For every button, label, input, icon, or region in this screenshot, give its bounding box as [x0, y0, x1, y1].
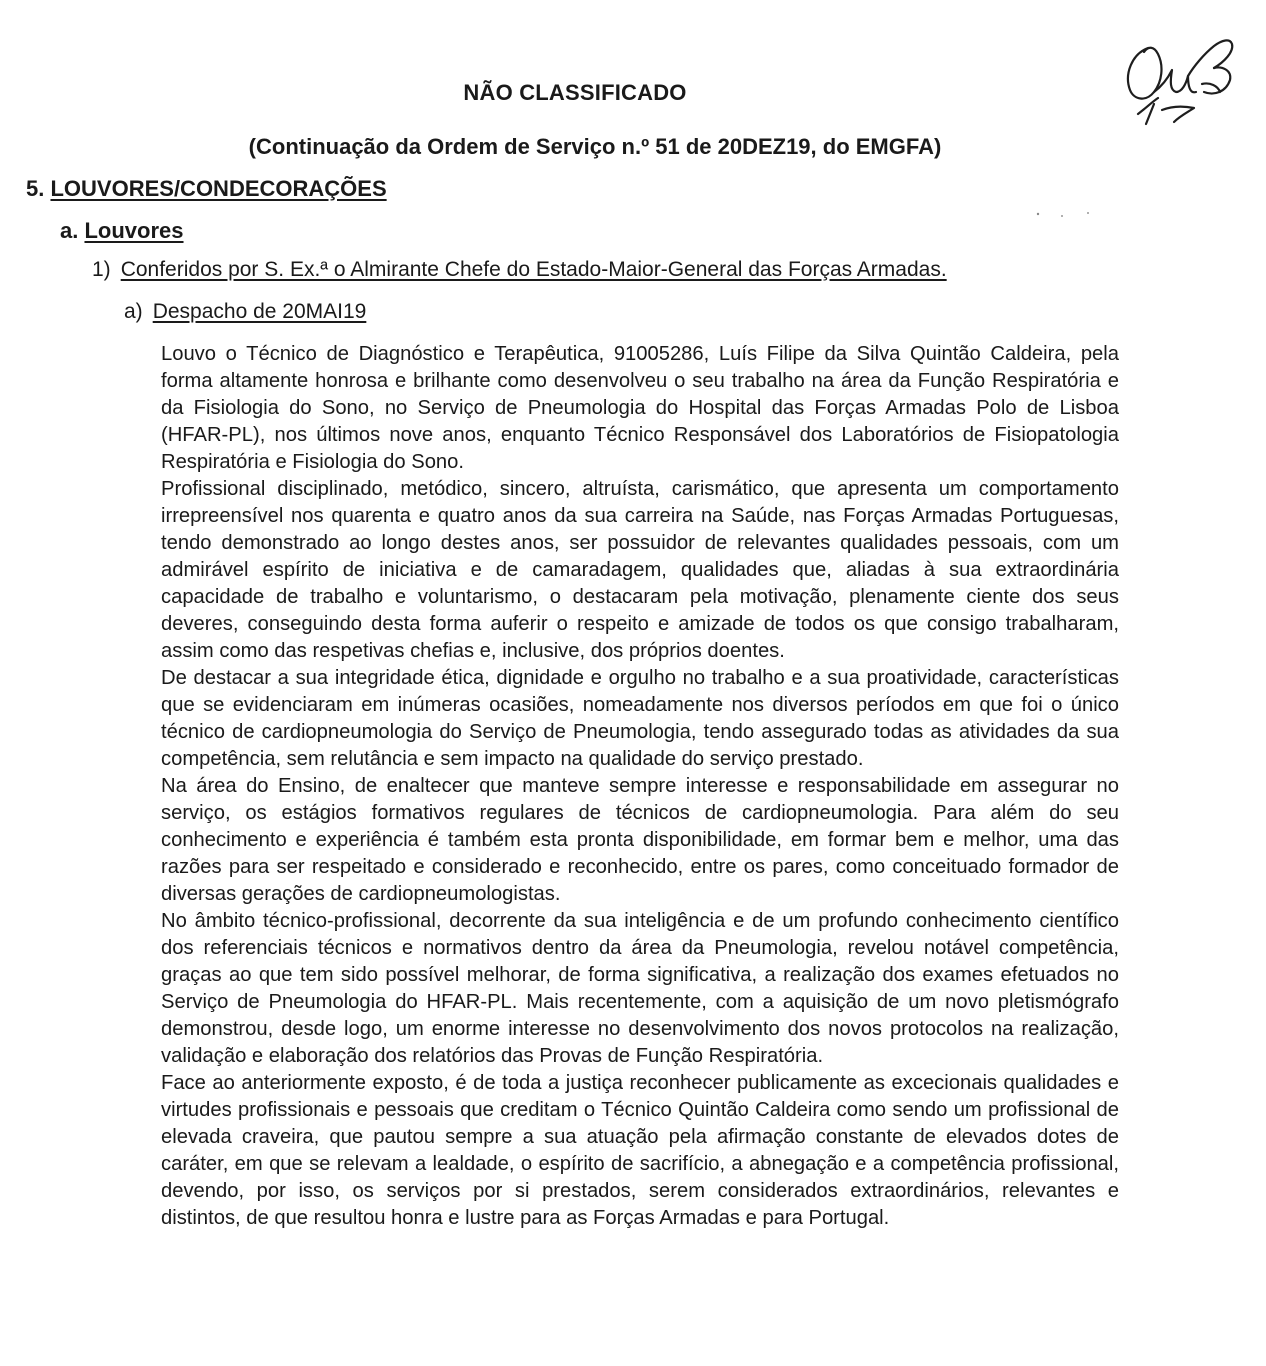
- item-number: 1): [92, 258, 111, 281]
- commendation-text: [161, 341, 1119, 1232]
- section-heading: [26, 176, 387, 202]
- subsection-letter: a.: [60, 218, 79, 243]
- subitem-heading: [124, 300, 366, 324]
- paragraph: No âmbito técnico-profissional, decorrente da sua inteligência e de um profundo conhecimento científico dos referenciais técnicos e normativos dentro da área da Pneumologia, revelou notável competência, graças ao que tem sido possível melhorar, de forma significativa, a realização dos exames efetuados no Serviço de Pneumologia do HFAR-PL. Mais recentemente, com a aquisição de um novo pletismógrafo demonstrou, desde logo, um enorme interesse no desenvolvimento dos novos protocolos na realização, validação e elaboração dos relatórios das Provas de Função Respiratória.: [161, 910, 1119, 1067]
- item-heading: [92, 258, 947, 282]
- subsection-title: Louvores: [84, 218, 184, 243]
- paragraph: Na área do Ensino, de enaltecer que manteve sempre interesse e responsabilidade em assegurar no serviço, os estágios formativos regulares de técnicos de cardiopneumologia. Para além do seu conhecimento e experiência é também esta pronta disponibilidade, em formar bem e melhor, uma das razões para ser respeitado e considerado e reconhecido, entre os pares, como conceituado formador de diversas gerações de cardiopneumologistas.: [161, 775, 1119, 905]
- section-title: LOUVORES/CONDECORAÇÕES: [50, 176, 387, 201]
- classification-label: NÃO CLASSIFICADO: [463, 80, 687, 105]
- paragraph: Profissional disciplinado, metódico, sincero, altruísta, carismático, que apresenta um comportamento irrepreensível nos quarenta e quatro anos da sua carreira na Saúde, nas Forças Armadas Portuguesas, tendo demonstrado ao longo destes anos, ser possuidor de relevantes qualidades pessoais, com um admirável espírito de iniciativa e de camaradagem, qualidades que, aliadas à sua extraordinária capacidade de trabalho e voluntarismo, o destacaram pela motivação, plenamente ciente dos seus deveres, conseguindo desta forma auferir o respeito e amizade de todos os que consigo trabalharam, assim como das respetivas chefias e, inclusive, dos próprios doentes.: [161, 478, 1119, 662]
- paragraph: Louvo o Técnico de Diagnóstico e Terapêutica, 91005286, Luís Filipe da Silva Quintão Caldeira, pela forma altamente honrosa e brilhante como desenvolveu o seu trabalho na área da Função Respiratória e da Fisiologia do Sono, no Serviço de Pneumologia do Hospital das Forças Armadas Polo de Lisboa (HFAR-PL), nos últimos nove anos, enquanto Técnico Responsável dos Laboratórios de Fisiopatologia Respiratória e Fisiologia do Sono.: [161, 343, 1119, 473]
- section-number: 5.: [26, 176, 45, 201]
- subsection-heading: [60, 218, 184, 244]
- subitem-title: Despacho de 20MAI19: [152, 300, 367, 323]
- continuation-heading: (Continuação da Ordem de Serviço n.º 51 de 20DEZ19, do EMGFA): [248, 134, 942, 159]
- item-title: Conferidos por S. Ex.ª o Almirante Chefe do Estado-Maior-General das Forças Armadas.: [120, 258, 947, 281]
- paragraph: De destacar a sua integridade ética, dignidade e orgulho no trabalho e a sua proatividade, características que se evidenciaram em inúmeras ocasiões, nomeadamente nos diversos períodos em que foi o único técnico de cardiopneumologia do Serviço de Pneumologia, tendo assegurado todas as atividades da sua competência, sem relutância e sem impacto na qualidade do serviço prestado.: [161, 667, 1119, 770]
- subitem-letter: a): [124, 300, 143, 323]
- paragraph: Face ao anteriormente exposto, é de toda a justiça reconhecer publicamente as excecionais qualidades e virtudes profissionais e pessoais que creditam o Técnico Quintão Caldeira como sendo um profissional de elevada craveira, que pautou sempre a sua atuação pela afirmação constante de elevados dotes de caráter, em que se relevam a lealdade, o espírito de sacrifício, a abnegação e a competência profissional, devendo, por isso, os serviços por si prestados, serem considerados extraordinários, relevantes e distintos, de que resultou honra e lustre para as Forças Armadas e para Portugal.: [161, 1072, 1119, 1229]
- scan-specks: [1030, 205, 1100, 225]
